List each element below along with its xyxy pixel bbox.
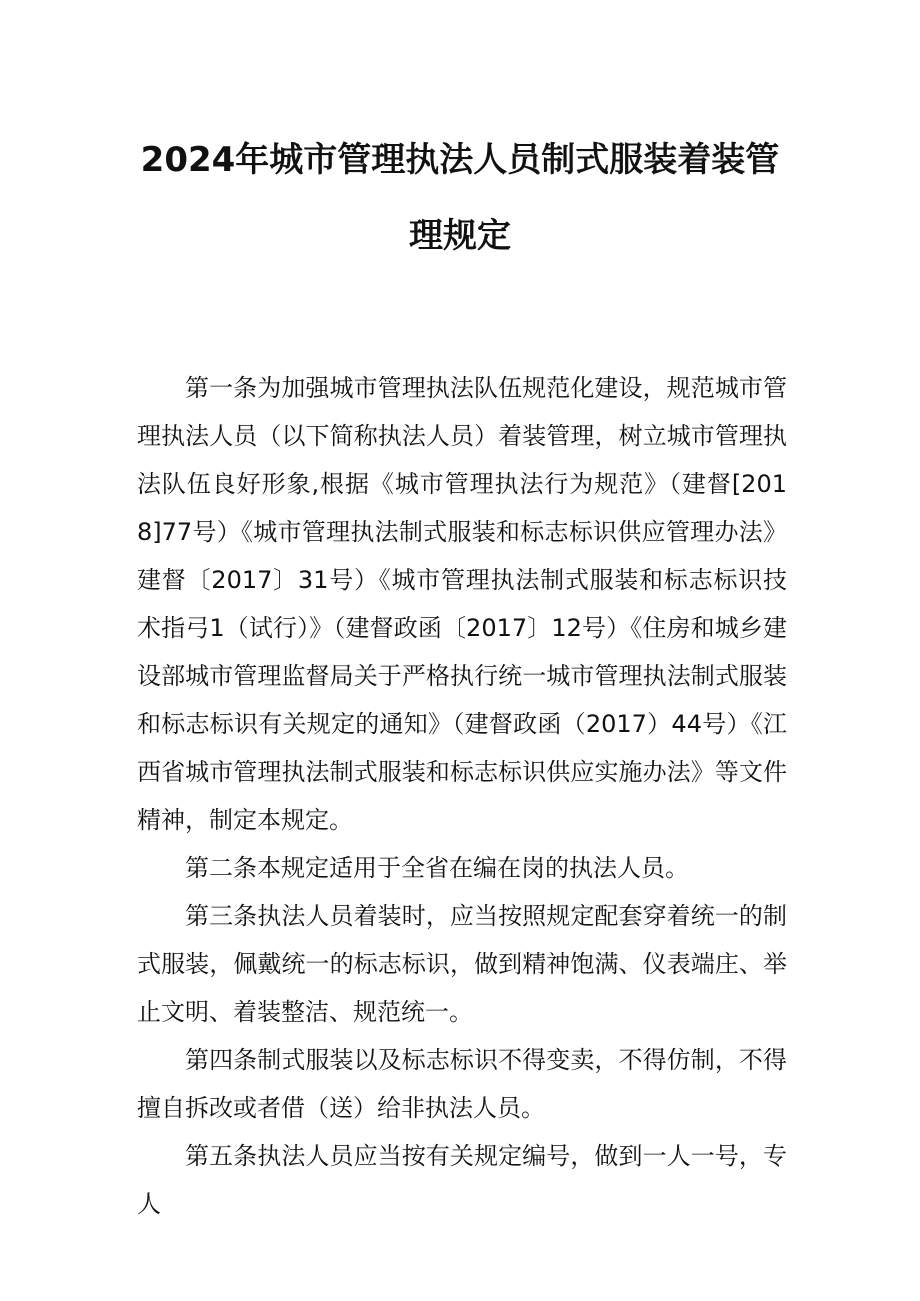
article-1-paragraph: 第一条为加强城市管理执法队伍规范化建设，规范城市管理执法人员（以下简称执法人员）着装管理，树立城市管理执法队伍良好形象,根据《城市管理执法行为规范》（建督[2018]77号）《城市管理执法制式服装和标志标识供应管理办法》建督〔2017〕31号）《城市管理执法制式服装和标志标识技术指弓1（试行）》（建督政函〔2017〕12号）《住房和城乡建设部城市管理监督局关于严格执行统一城市管理执法制式服装和标志标识有关规定的通知》（建督政函（2017）44号）《江西省城市管理执法制式服装和标志标识供应实施办法》等文件精神，制定本规定。 (137, 374, 787, 834)
title-line-1: 2024年城市管理执法人员制式服装着装管 (140, 140, 780, 180)
article-4-paragraph: 第四条制式服装以及标志标识不得变卖，不得仿制，不得擅自拆改或者借（送）给非执法人员。 (137, 1046, 787, 1122)
title-line-2: 理规定 (409, 216, 511, 256)
document-body (137, 364, 787, 1228)
article-3-paragraph: 第三条执法人员着装时，应当按照规定配套穿着统一的制式服装，佩戴统一的标志标识，做到精神饱满、仪表端庄、举止文明、着装整洁、规范统一。 (137, 902, 787, 1026)
article-5-paragraph: 第五条执法人员应当按有关规定编号，做到一人一号，专人 (137, 1142, 787, 1218)
document-title (120, 122, 800, 274)
article-2-paragraph: 第二条本规定适用于全省在编在岗的执法人员。 (185, 854, 689, 882)
